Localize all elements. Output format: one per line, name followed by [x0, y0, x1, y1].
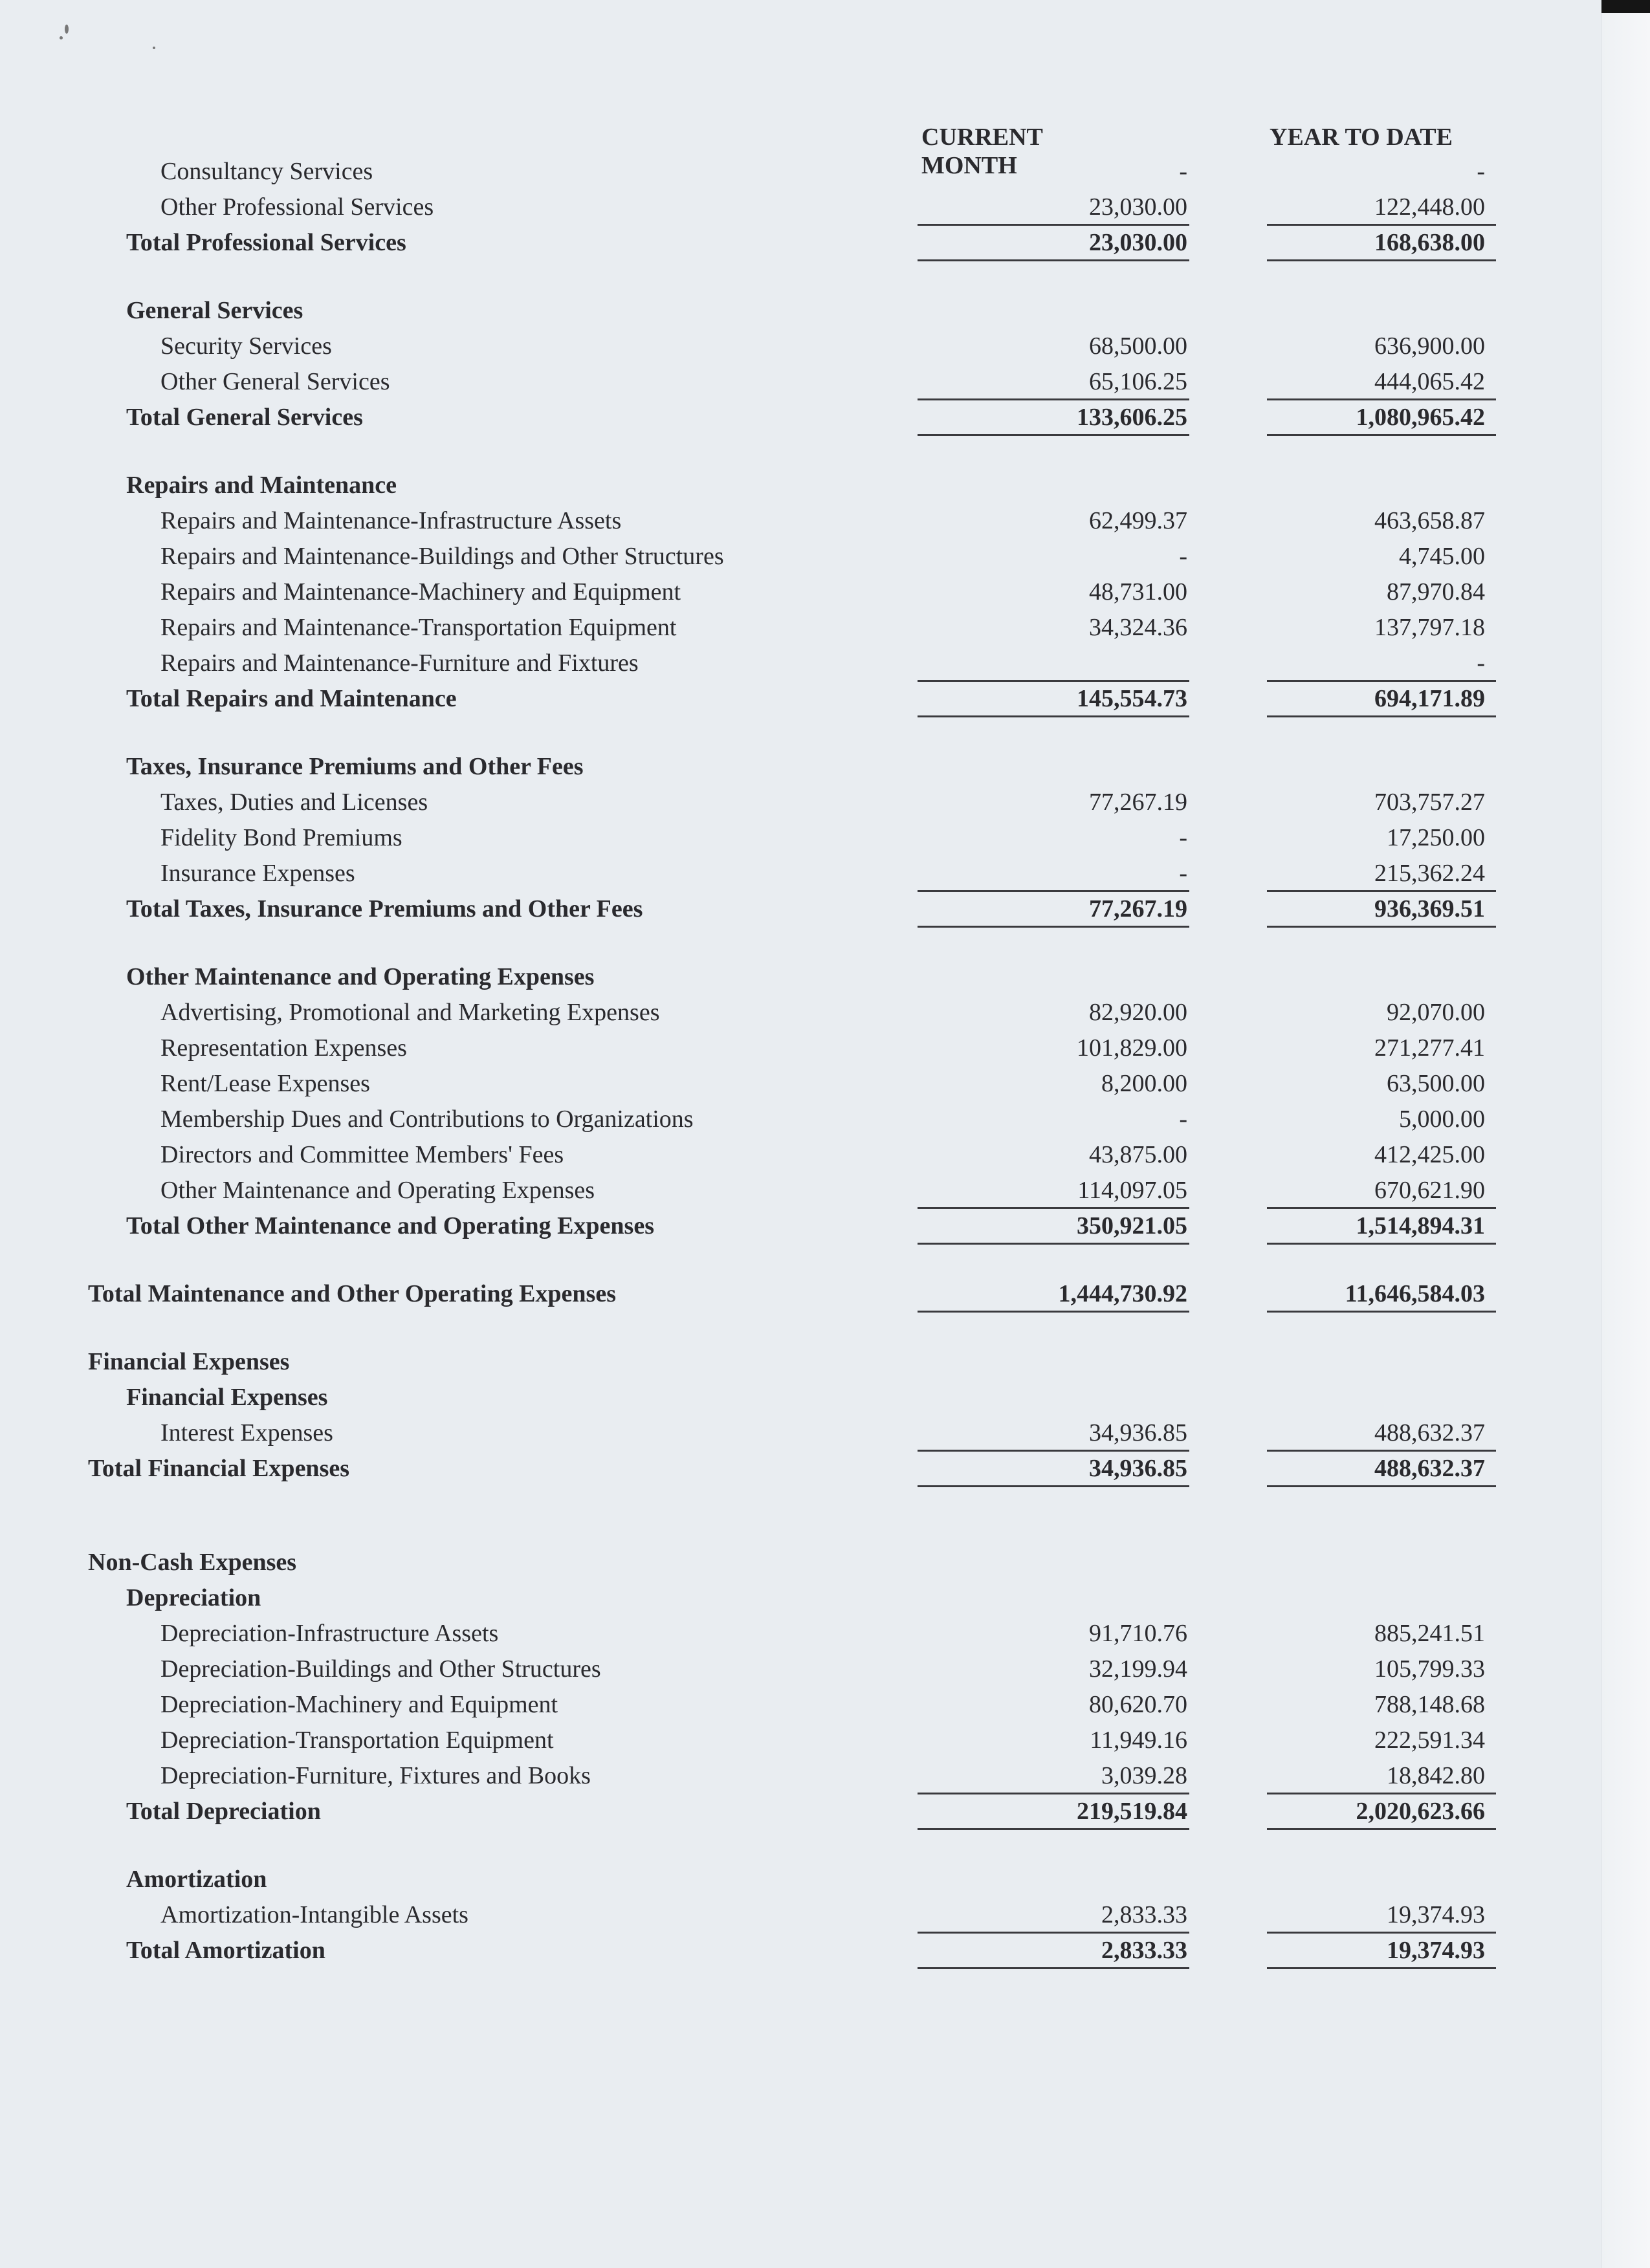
row-label: Membership Dues and Contributions to Organizations — [160, 1106, 694, 1133]
current-month-value: 82,920.00 — [1089, 999, 1187, 1026]
line-item-row — [0, 329, 1650, 364]
line-item-row — [0, 364, 1650, 400]
year-to-date-value: 412,425.00 — [1374, 1141, 1485, 1168]
line-item-row — [0, 1030, 1650, 1066]
row-label: Rent/Lease Expenses — [160, 1070, 370, 1097]
current-month-value: 219,519.84 — [1077, 1798, 1187, 1825]
row-label: Insurance Expenses — [160, 860, 355, 887]
current-month-value: 3,039.28 — [1101, 1762, 1187, 1789]
total-rule — [1267, 1828, 1496, 1830]
total-rule — [918, 1243, 1189, 1245]
section-heading-row — [0, 959, 1650, 995]
subtotal-rule — [918, 1450, 1189, 1452]
row-label: Other Maintenance and Operating Expenses — [126, 963, 595, 990]
row-label: Financial Expenses — [126, 1384, 328, 1411]
total-rule — [918, 259, 1189, 261]
row-label: Taxes, Duties and Licenses — [160, 789, 428, 816]
section-heading-row — [0, 468, 1650, 503]
year-to-date-value: 19,374.93 — [1387, 1937, 1485, 1964]
total-rule — [1267, 1967, 1496, 1969]
current-month-value: 114,097.05 — [1077, 1177, 1187, 1204]
total-row — [0, 1208, 1650, 1244]
row-label: Depreciation-Transportation Equipment — [160, 1727, 554, 1754]
current-month-value: 77,267.19 — [1089, 789, 1187, 816]
line-item-row — [0, 1102, 1650, 1137]
total-rule — [918, 1485, 1189, 1487]
current-month-value: - — [1179, 824, 1187, 851]
row-label: Depreciation-Machinery and Equipment — [160, 1691, 558, 1718]
row-label: Repairs and Maintenance-Furniture and Fixtures — [160, 649, 639, 677]
line-item-row — [0, 1415, 1650, 1451]
current-month-value: 350,921.05 — [1077, 1212, 1187, 1239]
current-month-value: 32,199.94 — [1089, 1655, 1187, 1683]
year-to-date-value: 2,020,623.66 — [1356, 1798, 1485, 1825]
year-to-date-value: 122,448.00 — [1374, 193, 1485, 221]
subtotal-rule — [918, 1793, 1189, 1794]
row-label: Interest Expenses — [160, 1419, 333, 1446]
row-spacer — [0, 1829, 1650, 1862]
total-row — [0, 225, 1650, 261]
line-item-row — [0, 539, 1650, 574]
current-month-value: - — [1179, 158, 1187, 185]
column-header-current-month: CURRENT MONTH — [921, 124, 1043, 179]
current-month-value: 80,620.70 — [1089, 1691, 1187, 1718]
year-to-date-value: 703,757.27 — [1374, 789, 1485, 816]
year-to-date-value: 222,591.34 — [1374, 1727, 1485, 1754]
line-item-row — [0, 820, 1650, 856]
row-label: Depreciation-Furniture, Fixtures and Books — [160, 1762, 591, 1789]
year-to-date-value: 105,799.33 — [1374, 1655, 1485, 1683]
subtotal-rule — [918, 890, 1189, 892]
row-spacer — [0, 1244, 1650, 1276]
current-month-value: 34,324.36 — [1089, 614, 1187, 641]
year-to-date-value: 1,514,894.31 — [1356, 1212, 1485, 1239]
total-rule — [918, 1828, 1189, 1830]
year-to-date-value: 1,080,965.42 — [1356, 404, 1485, 431]
year-to-date-value: 11,646,584.03 — [1345, 1280, 1485, 1307]
row-label: Total Depreciation — [126, 1798, 321, 1825]
year-to-date-value: 4,745.00 — [1399, 543, 1485, 570]
line-item-row — [0, 1137, 1650, 1173]
year-to-date-value: - — [1477, 649, 1485, 677]
total-rule — [1267, 926, 1496, 928]
line-item-row — [0, 646, 1650, 681]
subtotal-rule — [1267, 1793, 1496, 1794]
row-label: Repairs and Maintenance-Infrastructure Assets — [160, 507, 622, 534]
grand-total-rule — [918, 1311, 1189, 1313]
subtotal-rule — [1267, 680, 1496, 682]
current-month-value: - — [1179, 860, 1187, 887]
row-label: Total General Services — [126, 404, 363, 431]
section-heading-row — [0, 1580, 1650, 1616]
current-month-value: 8,200.00 — [1101, 1070, 1187, 1097]
row-label: Total Professional Services — [126, 229, 406, 256]
current-month-value: 91,710.76 — [1089, 1620, 1187, 1647]
line-item-row — [0, 995, 1650, 1030]
row-label: Security Services — [160, 333, 332, 360]
year-to-date-value: 137,797.18 — [1374, 614, 1485, 641]
total-row — [0, 1451, 1650, 1487]
row-label: Depreciation — [126, 1584, 261, 1611]
row-label: Amortization-Intangible Assets — [160, 1901, 468, 1928]
total-rule — [1267, 434, 1496, 436]
subtotal-rule — [918, 224, 1189, 226]
total-rule — [918, 715, 1189, 717]
row-label: Depreciation-Buildings and Other Structures — [160, 1655, 601, 1683]
year-to-date-value: 168,638.00 — [1374, 229, 1485, 256]
subtotal-rule — [918, 1207, 1189, 1209]
total-rule — [1267, 1485, 1496, 1487]
year-to-date-value: 694,171.89 — [1374, 685, 1485, 712]
current-month-value: - — [1179, 543, 1187, 570]
current-month-value: 1,444,730.92 — [1058, 1280, 1187, 1307]
row-label: Depreciation-Infrastructure Assets — [160, 1620, 499, 1647]
current-month-value: 77,267.19 — [1089, 895, 1187, 922]
line-item-row — [0, 154, 1650, 190]
line-item-row — [0, 1173, 1650, 1208]
total-row — [0, 891, 1650, 927]
year-to-date-value: 444,065.42 — [1374, 368, 1485, 395]
total-rule — [1267, 1243, 1496, 1245]
total-rule — [918, 926, 1189, 928]
line-item-row — [0, 503, 1650, 539]
year-to-date-value: 488,632.37 — [1374, 1455, 1485, 1482]
year-to-date-value: 5,000.00 — [1399, 1106, 1485, 1133]
year-to-date-value: 788,148.68 — [1374, 1691, 1485, 1718]
section-heading-row — [0, 1545, 1650, 1580]
year-to-date-value: 488,632.37 — [1374, 1419, 1485, 1446]
current-month-value: 34,936.85 — [1089, 1455, 1187, 1482]
scan-edge-dark — [1601, 0, 1650, 13]
row-label: Amortization — [126, 1866, 267, 1893]
current-month-value: 34,936.85 — [1089, 1419, 1187, 1446]
year-to-date-value: 17,250.00 — [1387, 824, 1485, 851]
row-label: Representation Expenses — [160, 1034, 407, 1062]
total-row — [0, 1276, 1650, 1312]
subtotal-rule — [1267, 224, 1496, 226]
subtotal-rule — [918, 398, 1189, 400]
total-row — [0, 1933, 1650, 1968]
total-row — [0, 681, 1650, 717]
row-label: Non-Cash Expenses — [88, 1549, 297, 1576]
row-label: Repairs and Maintenance-Buildings and Other Structures — [160, 543, 724, 570]
line-item-row — [0, 856, 1650, 891]
row-spacer — [0, 435, 1650, 468]
scan-speck — [60, 36, 63, 39]
year-to-date-value: 19,374.93 — [1387, 1901, 1485, 1928]
line-item-row — [0, 1897, 1650, 1933]
section-heading-row — [0, 749, 1650, 785]
total-row — [0, 1794, 1650, 1829]
year-to-date-value: 215,362.24 — [1374, 860, 1485, 887]
current-month-value: 2,833.33 — [1101, 1901, 1187, 1928]
row-label: Total Other Maintenance and Operating Expenses — [126, 1212, 654, 1239]
total-rule — [918, 1967, 1189, 1969]
row-label: Repairs and Maintenance-Machinery and Equipment — [160, 578, 681, 605]
section-heading-row — [0, 1862, 1650, 1897]
year-to-date-value: 87,970.84 — [1387, 578, 1485, 605]
total-rule — [1267, 259, 1496, 261]
section-heading-row — [0, 1344, 1650, 1380]
year-to-date-value: 670,621.90 — [1374, 1177, 1485, 1204]
row-label: Repairs and Maintenance-Transportation Equipment — [160, 614, 677, 641]
subtotal-rule — [918, 680, 1189, 682]
total-rule — [1267, 715, 1496, 717]
total-row — [0, 400, 1650, 435]
section-heading-row — [0, 293, 1650, 329]
current-month-value: 101,829.00 — [1077, 1034, 1187, 1062]
scan-speck — [153, 47, 155, 49]
line-item-row — [0, 785, 1650, 820]
row-label: Total Taxes, Insurance Premiums and Other Fees — [126, 895, 643, 922]
row-label: Advertising, Promotional and Marketing Expenses — [160, 999, 660, 1026]
row-label: Total Maintenance and Other Operating Expenses — [88, 1280, 616, 1307]
current-month-value: 11,949.16 — [1090, 1727, 1187, 1754]
row-label: Total Repairs and Maintenance — [126, 685, 457, 712]
row-label: Fidelity Bond Premiums — [160, 824, 402, 851]
line-item-row — [0, 1723, 1650, 1758]
row-label: Other General Services — [160, 368, 390, 395]
subtotal-rule — [1267, 1932, 1496, 1934]
row-label: General Services — [126, 297, 303, 324]
current-month-value: 23,030.00 — [1089, 193, 1187, 221]
column-header-year-to-date: YEAR TO DATE — [1270, 124, 1453, 151]
subtotal-rule — [1267, 1450, 1496, 1452]
row-spacer — [0, 927, 1650, 959]
row-label: Other Maintenance and Operating Expenses — [160, 1177, 595, 1204]
section-heading-row — [0, 1380, 1650, 1415]
year-to-date-value: 18,842.80 — [1387, 1762, 1485, 1789]
year-to-date-value: 936,369.51 — [1374, 895, 1485, 922]
line-item-row — [0, 574, 1650, 610]
current-month-value: 43,875.00 — [1089, 1141, 1187, 1168]
current-month-value: 145,554.73 — [1077, 685, 1187, 712]
row-label: Directors and Committee Members' Fees — [160, 1141, 564, 1168]
subtotal-rule — [1267, 1207, 1496, 1209]
line-item-row — [0, 1758, 1650, 1794]
line-item-row — [0, 1687, 1650, 1723]
row-spacer — [0, 261, 1650, 293]
statement-rows — [0, 154, 1650, 1968]
current-month-value: 62,499.37 — [1089, 507, 1187, 534]
row-label: Total Amortization — [126, 1937, 325, 1964]
year-to-date-value: 271,277.41 — [1374, 1034, 1485, 1062]
row-spacer — [0, 1487, 1650, 1545]
subtotal-rule — [918, 1932, 1189, 1934]
current-month-value: - — [1179, 1106, 1187, 1133]
line-item-row — [0, 1616, 1650, 1652]
current-month-value: 65,106.25 — [1089, 368, 1187, 395]
row-label: Other Professional Services — [160, 193, 434, 221]
total-rule — [918, 434, 1189, 436]
grand-total-rule — [1267, 1311, 1496, 1313]
row-spacer — [0, 717, 1650, 749]
current-month-value: 23,030.00 — [1089, 229, 1187, 256]
current-month-value: 48,731.00 — [1089, 578, 1187, 605]
year-to-date-value: 636,900.00 — [1374, 333, 1485, 360]
year-to-date-value: 92,070.00 — [1387, 999, 1485, 1026]
row-label: Repairs and Maintenance — [126, 472, 397, 499]
row-label: Total Financial Expenses — [88, 1455, 350, 1482]
line-item-row — [0, 1066, 1650, 1102]
row-spacer — [0, 1312, 1650, 1344]
year-to-date-value: 63,500.00 — [1387, 1070, 1485, 1097]
current-month-value: 2,833.33 — [1101, 1937, 1187, 1964]
current-month-value: 133,606.25 — [1077, 404, 1187, 431]
line-item-row — [0, 1652, 1650, 1687]
row-label: Consultancy Services — [160, 158, 373, 185]
current-month-value: 68,500.00 — [1089, 333, 1187, 360]
line-item-row — [0, 610, 1650, 646]
subtotal-rule — [1267, 890, 1496, 892]
line-item-row — [0, 190, 1650, 225]
year-to-date-value: 885,241.51 — [1374, 1620, 1485, 1647]
year-to-date-value: - — [1477, 158, 1485, 185]
year-to-date-value: 463,658.87 — [1374, 507, 1485, 534]
scan-speck — [65, 25, 69, 34]
row-label: Financial Expenses — [88, 1348, 290, 1375]
subtotal-rule — [1267, 398, 1496, 400]
row-label: Taxes, Insurance Premiums and Other Fees — [126, 753, 584, 780]
